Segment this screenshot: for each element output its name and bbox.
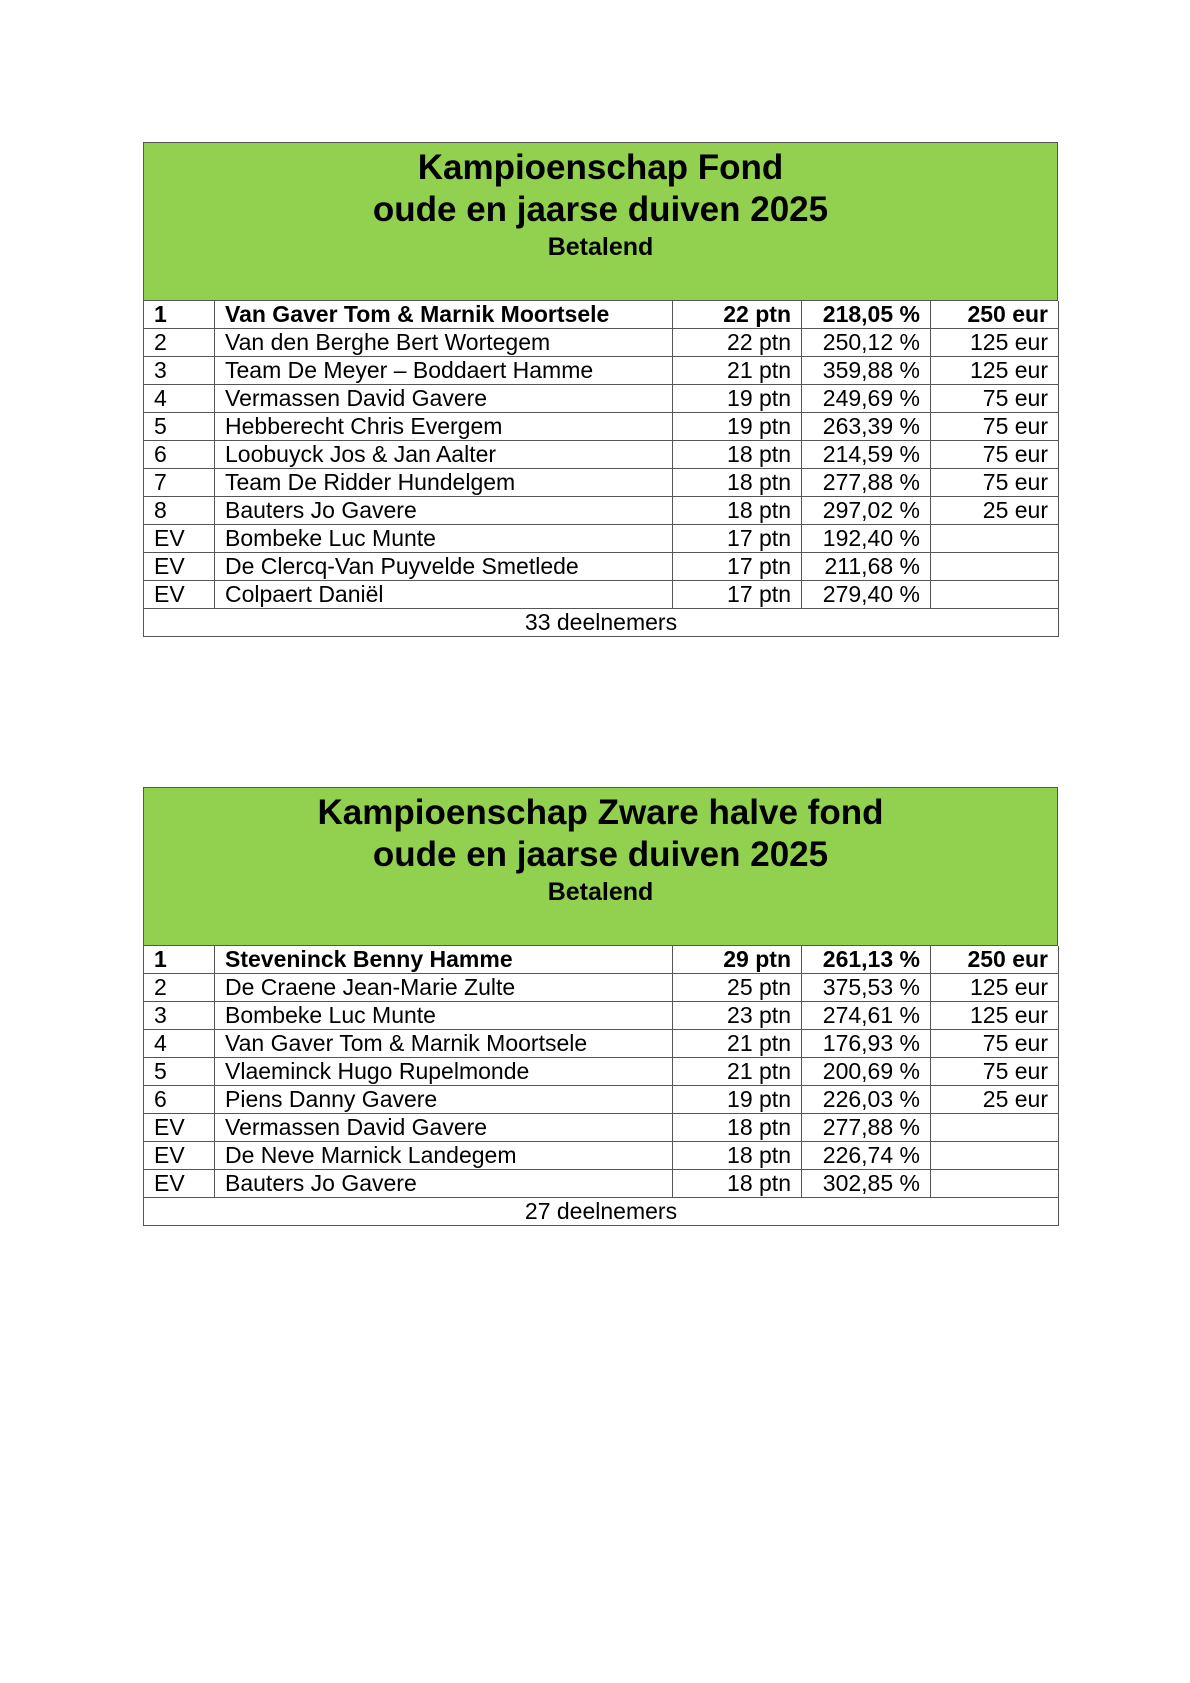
- percent-cell: 211,68 %: [802, 553, 931, 581]
- prize-cell: [931, 525, 1059, 553]
- name-cell: Bauters Jo Gavere: [215, 497, 673, 525]
- table-footer-row: [144, 609, 1059, 637]
- points-cell: 19 ptn: [673, 413, 802, 441]
- points-cell: 22 ptn: [673, 329, 802, 357]
- rank-cell: 4: [144, 1030, 215, 1058]
- zware-halve-fond-title-line2: oude en jaarse duiven 2025: [372, 835, 829, 874]
- prize-cell: 250 eur: [931, 301, 1059, 329]
- percent-cell: 277,88 %: [802, 469, 931, 497]
- rank-cell: 1: [144, 946, 215, 974]
- fond-subtitle: Betalend: [547, 233, 654, 261]
- name-cell: Loobuyck Jos & Jan Aalter: [215, 441, 673, 469]
- name-cell: Van Gaver Tom & Marnik Moortsele: [215, 1030, 673, 1058]
- prize-cell: [931, 553, 1059, 581]
- table-row: [144, 301, 1059, 329]
- prize-cell: 125 eur: [931, 1002, 1059, 1030]
- name-cell: Hebberecht Chris Evergem: [215, 413, 673, 441]
- rank-cell: EV: [144, 1114, 215, 1142]
- points-cell: 18 ptn: [673, 1170, 802, 1198]
- table-row: [144, 329, 1059, 357]
- table-row: [144, 497, 1059, 525]
- name-cell: De Craene Jean-Marie Zulte: [215, 974, 673, 1002]
- table-row: [144, 1002, 1059, 1030]
- name-cell: Steveninck Benny Hamme: [215, 946, 673, 974]
- name-cell: Bombeke Luc Munte: [215, 1002, 673, 1030]
- name-cell: Vermassen David Gavere: [215, 385, 673, 413]
- zware-halve-fond-header: [143, 787, 1058, 946]
- prize-cell: 75 eur: [931, 1058, 1059, 1086]
- prize-cell: 25 eur: [931, 1086, 1059, 1114]
- percent-cell: 359,88 %: [802, 357, 931, 385]
- name-cell: Bombeke Luc Munte: [215, 525, 673, 553]
- rank-cell: 2: [144, 974, 215, 1002]
- table-row: [144, 525, 1059, 553]
- fond-title-line2: oude en jaarse duiven 2025: [372, 190, 829, 229]
- rank-cell: 5: [144, 413, 215, 441]
- prize-cell: [931, 1142, 1059, 1170]
- percent-cell: 375,53 %: [802, 974, 931, 1002]
- rank-cell: 5: [144, 1058, 215, 1086]
- zware-halve-fond-subtitle: Betalend: [547, 878, 654, 906]
- table-row: [144, 385, 1059, 413]
- percent-cell: 250,12 %: [802, 329, 931, 357]
- rank-cell: EV: [144, 553, 215, 581]
- name-cell: De Neve Marnick Landegem: [215, 1142, 673, 1170]
- percent-cell: 249,69 %: [802, 385, 931, 413]
- zware-halve-fond-results-table: [143, 946, 1059, 1226]
- points-cell: 18 ptn: [673, 1142, 802, 1170]
- table-row: [144, 469, 1059, 497]
- percent-cell: 279,40 %: [802, 581, 931, 609]
- points-cell: 25 ptn: [673, 974, 802, 1002]
- prize-cell: 75 eur: [931, 413, 1059, 441]
- points-cell: 18 ptn: [673, 469, 802, 497]
- rank-cell: EV: [144, 525, 215, 553]
- points-cell: 18 ptn: [673, 441, 802, 469]
- name-cell: Van Gaver Tom & Marnik Moortsele: [215, 301, 673, 329]
- rank-cell: 8: [144, 497, 215, 525]
- prize-cell: 125 eur: [931, 974, 1059, 1002]
- points-cell: 29 ptn: [673, 946, 802, 974]
- prize-cell: [931, 1114, 1059, 1142]
- table-row: [144, 581, 1059, 609]
- table-row: [144, 1058, 1059, 1086]
- rank-cell: 3: [144, 357, 215, 385]
- percent-cell: 277,88 %: [802, 1114, 931, 1142]
- fond-title-line1: Kampioenschap Fond: [417, 148, 784, 187]
- name-cell: Team De Meyer – Boddaert Hamme: [215, 357, 673, 385]
- points-cell: 21 ptn: [673, 1058, 802, 1086]
- table-row: [144, 974, 1059, 1002]
- percent-cell: 274,61 %: [802, 1002, 931, 1030]
- prize-cell: [931, 1170, 1059, 1198]
- percent-cell: 263,39 %: [802, 413, 931, 441]
- zware-halve-fond-championship-block: [143, 787, 1058, 1226]
- rank-cell: 1: [144, 301, 215, 329]
- participant-count: 33 deelnemers: [144, 609, 1059, 637]
- percent-cell: 200,69 %: [802, 1058, 931, 1086]
- percent-cell: 226,03 %: [802, 1086, 931, 1114]
- points-cell: 21 ptn: [673, 1030, 802, 1058]
- percent-cell: 297,02 %: [802, 497, 931, 525]
- points-cell: 21 ptn: [673, 357, 802, 385]
- percent-cell: 176,93 %: [802, 1030, 931, 1058]
- fond-header: [143, 142, 1058, 301]
- prize-cell: 75 eur: [931, 469, 1059, 497]
- rank-cell: EV: [144, 1170, 215, 1198]
- rank-cell: 2: [144, 329, 215, 357]
- prize-cell: 125 eur: [931, 329, 1059, 357]
- rank-cell: 6: [144, 441, 215, 469]
- prize-cell: 25 eur: [931, 497, 1059, 525]
- table-row: [144, 1114, 1059, 1142]
- name-cell: Vermassen David Gavere: [215, 1114, 673, 1142]
- rank-cell: EV: [144, 581, 215, 609]
- prize-cell: 75 eur: [931, 1030, 1059, 1058]
- prize-cell: 250 eur: [931, 946, 1059, 974]
- percent-cell: 261,13 %: [802, 946, 931, 974]
- rank-cell: 4: [144, 385, 215, 413]
- percent-cell: 302,85 %: [802, 1170, 931, 1198]
- points-cell: 19 ptn: [673, 385, 802, 413]
- percent-cell: 214,59 %: [802, 441, 931, 469]
- table-row: [144, 946, 1059, 974]
- name-cell: Bauters Jo Gavere: [215, 1170, 673, 1198]
- name-cell: Colpaert Daniël: [215, 581, 673, 609]
- name-cell: De Clercq-Van Puyvelde Smetlede: [215, 553, 673, 581]
- table-row: [144, 1170, 1059, 1198]
- rank-cell: EV: [144, 1142, 215, 1170]
- prize-cell: [931, 581, 1059, 609]
- table-row: [144, 357, 1059, 385]
- participant-count: 27 deelnemers: [144, 1198, 1059, 1226]
- name-cell: Van den Berghe Bert Wortegem: [215, 329, 673, 357]
- points-cell: 22 ptn: [673, 301, 802, 329]
- points-cell: 23 ptn: [673, 1002, 802, 1030]
- points-cell: 17 ptn: [673, 525, 802, 553]
- name-cell: Vlaeminck Hugo Rupelmonde: [215, 1058, 673, 1086]
- fond-results-table: [143, 301, 1059, 637]
- table-row: [144, 441, 1059, 469]
- points-cell: 19 ptn: [673, 1086, 802, 1114]
- points-cell: 17 ptn: [673, 553, 802, 581]
- rank-cell: 3: [144, 1002, 215, 1030]
- table-row: [144, 413, 1059, 441]
- prize-cell: 75 eur: [931, 385, 1059, 413]
- percent-cell: 218,05 %: [802, 301, 931, 329]
- name-cell: Piens Danny Gavere: [215, 1086, 673, 1114]
- table-row: [144, 553, 1059, 581]
- points-cell: 18 ptn: [673, 1114, 802, 1142]
- table-footer-row: [144, 1198, 1059, 1226]
- table-row: [144, 1142, 1059, 1170]
- points-cell: 17 ptn: [673, 581, 802, 609]
- percent-cell: 192,40 %: [802, 525, 931, 553]
- table-row: [144, 1086, 1059, 1114]
- name-cell: Team De Ridder Hundelgem: [215, 469, 673, 497]
- prize-cell: 125 eur: [931, 357, 1059, 385]
- rank-cell: 6: [144, 1086, 215, 1114]
- fond-championship-block: [143, 142, 1058, 637]
- table-row: [144, 1030, 1059, 1058]
- zware-halve-fond-title-line1: Kampioenschap Zware halve fond: [317, 793, 884, 832]
- rank-cell: 7: [144, 469, 215, 497]
- percent-cell: 226,74 %: [802, 1142, 931, 1170]
- prize-cell: 75 eur: [931, 441, 1059, 469]
- points-cell: 18 ptn: [673, 497, 802, 525]
